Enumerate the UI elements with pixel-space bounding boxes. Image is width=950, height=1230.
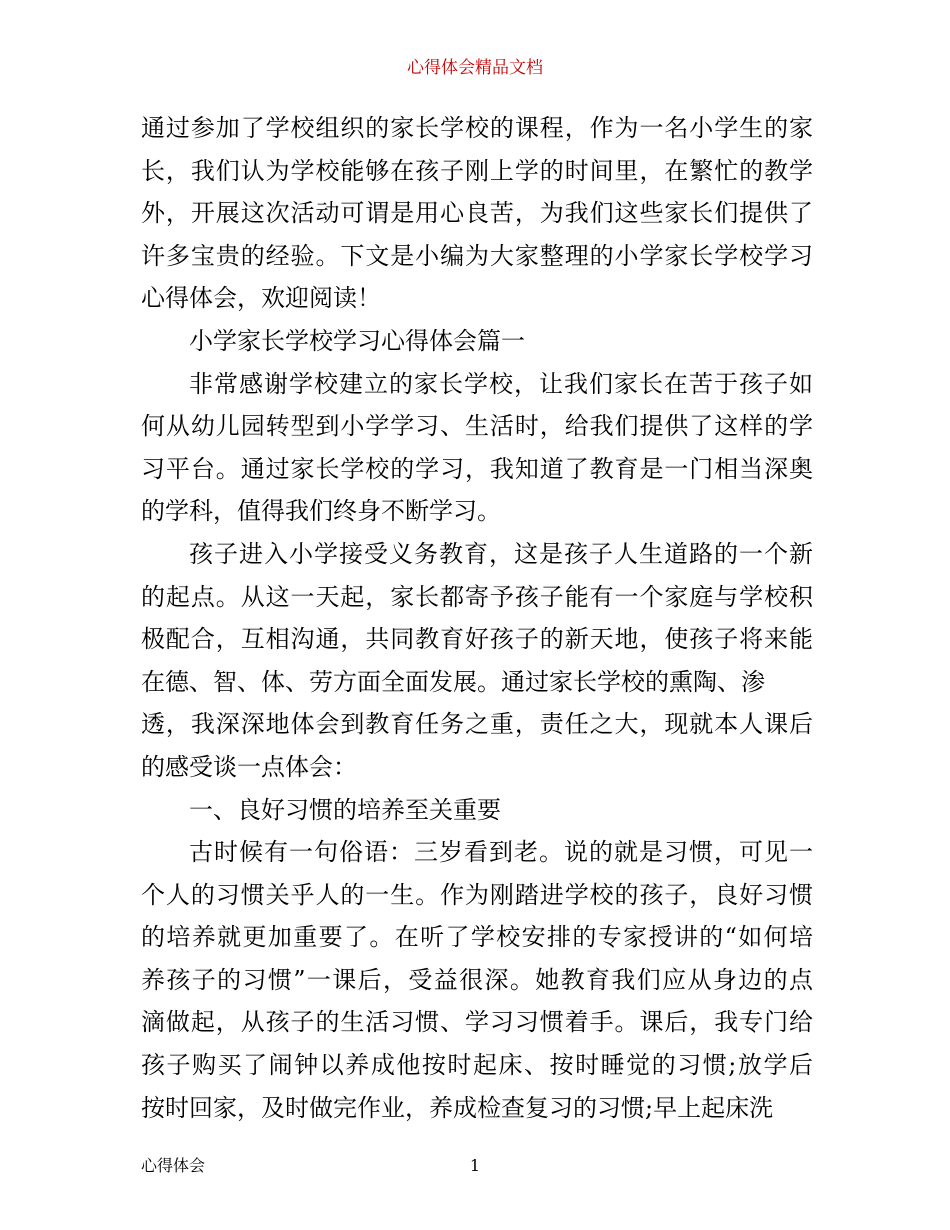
text-line: 透，我深深地体会到教育任务之重，责任之大，现就本人课后	[141, 710, 813, 739]
document-body	[141, 107, 813, 1129]
document-header: 心得体会精品文档	[407, 58, 543, 78]
page-number: 1	[469, 1156, 481, 1175]
text-line: 在德、智、体、劳方面全面发展。通过家长学校的熏陶、渗	[141, 667, 765, 696]
text-line: 通过参加了学校组织的家长学校的课程，作为一名小学生的家	[141, 114, 813, 142]
text-line: 个人的习惯关乎人的一生。作为刚踏进学校的孩子，良好习惯	[141, 880, 813, 909]
text-line: 习平台。通过家长学校的学习，我知道了教育是一门相当深奥	[141, 454, 813, 483]
text-line: 按时回家，及时做完作业，养成检查复习的习惯;早上起床洗	[141, 1093, 774, 1122]
section-heading: 小学家长学校学习心得体会篇一	[189, 326, 525, 355]
text-line: 孩子进入小学接受义务教育，这是孩子人生道路的一个新	[189, 539, 813, 568]
text-line: 何从幼儿园转型到小学学习、生活时，给我们提供了这样的学	[141, 412, 813, 441]
text-line: 孩子购买了闹钟以养成他按时起床、按时睡觉的习惯;放学后	[141, 1051, 813, 1080]
text-line: 极配合，互相沟通，共同教育好孩子的新天地，使孩子将来能	[141, 625, 813, 654]
section-heading: 一、良好习惯的培养至关重要	[189, 795, 501, 824]
text-line: 古时候有一句俗语：三岁看到老。说的就是习惯，可见一	[189, 838, 813, 867]
text-line: 滴做起，从孩子的生活习惯、学习习惯着手。课后，我专门给	[141, 1008, 813, 1037]
text-line: 的起点。从这一天起，家长都寄予孩子能有一个家庭与学校积	[141, 582, 813, 611]
text-line: 养孩子的习惯”一课后，受益很深。她教育我们应从身边的点	[141, 965, 813, 994]
footer-label: 心得体会	[141, 1156, 206, 1175]
text-line: 的培养就更加重要了。在听了学校安排的专家授讲的“如何培	[141, 923, 813, 952]
text-line: 心得体会，欢迎阅读！	[141, 284, 381, 313]
text-line: 非常感谢学校建立的家长学校，让我们家长在苦于孩子如	[189, 369, 813, 398]
text-line: 许多宝贵的经验。下文是小编为大家整理的小学家长学校学习	[141, 241, 813, 270]
text-line: 长，我们认为学校能够在孩子刚上学的时间里，在繁忙的教学	[141, 156, 813, 185]
text-line: 外，开展这次活动可谓是用心良苦，为我们这些家长们提供了	[141, 199, 813, 228]
text-line: 的学科，值得我们终身不断学习。	[141, 497, 501, 526]
text-line: 的感受谈一点体会：	[141, 752, 357, 781]
